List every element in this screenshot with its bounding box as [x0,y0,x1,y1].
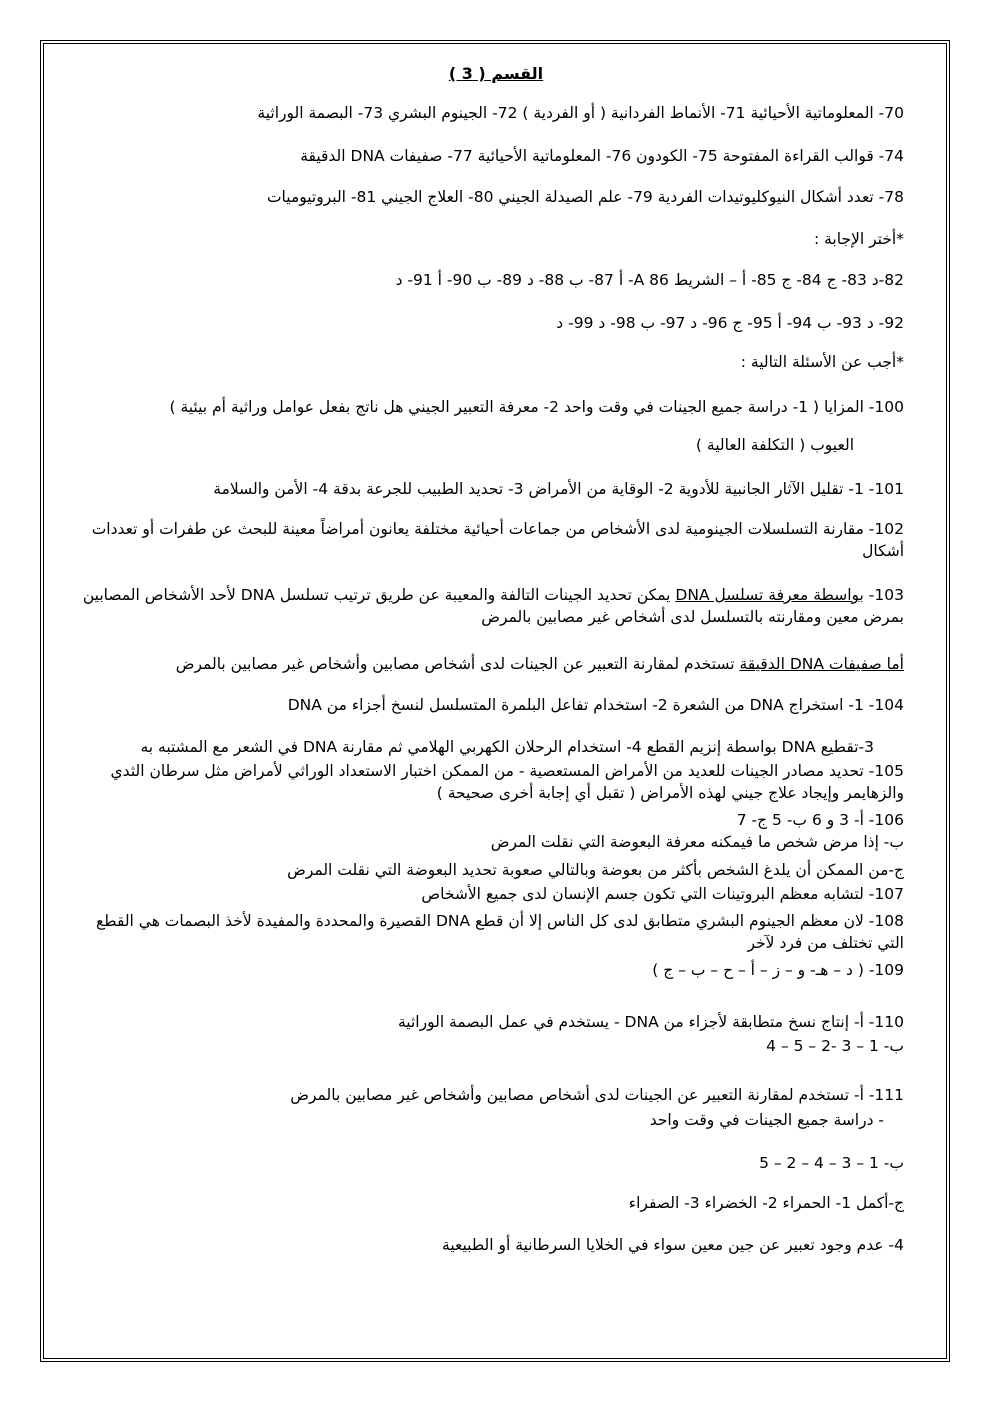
q110-answer: 110- أ- إنتاج نسخ متطابقة لأجزاء من DNA - يستخدم في عمل البصمة الوراثية [398,1013,904,1031]
q105-answer: 105- تحديد مصادر الجينات للعديد من الأمراض المستعصية - من الممكن اختبار الاستعداد الوراثي لأمراض مثل سرطان الثدي والزهايمر وإيجاد علاج جيني لهذه الأمراض ( تقبل أي إجابة أخرى صحيحة ) [110,762,904,802]
q100-disadvantages: العيوب ( التكلفة العالية ) [695,436,854,454]
q106-b: ب- إذا مرض شخص ما فيمكنه معرفة البعوضة التي نقلت المرض [490,833,904,851]
q103-answer [80,584,904,628]
q110-b: ب- 1 – 3 -2 – 5 – 4 [766,1037,904,1055]
q111-a2: - دراسة جميع الجينات في وقت واحد [649,1111,884,1129]
answers-82-91: 82-د 83- ج 84- ج 85- أ – الشريط A 86- أ 87- ب 88- د 89- ب 90- أ 91- د [395,271,904,289]
q111-b: ب- 1 – 3 – 4 – 2 – 5 [759,1154,904,1172]
q107-answer: 107- لتشابه معظم البروتينات التي تكون جسم الإنسان لدى جميع الأشخاص [421,885,904,903]
q103-text: يمكن تحديد الجينات التالفة والمعيبة عن طريق ترتيب تسلسل DNA لأحد الأشخاص المصابين بمرض معين ومقارنته بالتسلسل لدى أشخاص غير مصابين بالمرض [82,586,904,626]
q104-answer-cont: 3-تقطيع DNA بواسطة إنزيم القطع 4- استخدام الرحلان الكهربي الهلامي ثم مقارنة DNA في الشعر مع المشتبه به [140,738,874,756]
q111-d: 4- عدم وجود تعبير عن جين معين سواء في الخلايا السرطانية أو الطبيعية [442,1236,904,1254]
q108-answer: 108- لان معظم الجينوم البشري متطابق لدى كل الناس إلا أن قطع DNA القصيرة والمحددة والمفيدة لأخذ البصمات هي القطع التي تختلف من فرد لآخر [96,912,904,952]
q111-answer: 111- أ- تستخدم لمقارنة التعبير عن الجينات لدى أشخاص مصابين وأشخاص غير مصابين بالمرض [290,1086,904,1104]
q103-microarray-underlined: أما صفيفات DNA الدقيقة [739,655,904,673]
q101-answer: 101- 1- تقليل الآثار الجانبية للأدوية 2- الوقاية من الأمراض 3- تحديد الطبيب للجرعة بدقة 4- الأمن والسلامة [213,480,904,498]
q106-answer: 106- أ- 3 و 6 ب- 5 ج- 7 [736,811,904,829]
terms-74-77: 74- قوالب القراءة المفتوحة 75- الكودون 76- المعلوماتية الأحيائية 77- صفيفات DNA الدقيقة [300,147,904,165]
q103-microarray [176,654,904,674]
q100-advantages: 100- المزايا ( 1- دراسة جميع الجينات في وقت واحد 2- معرفة التعبير الجيني هل ناتج بفعل عوامل وراثية أم بيئية ) [169,398,904,416]
q103-microarray-text: تستخدم لمقارنة التعبير عن الجينات لدى أشخاص مصابين وأشخاص غير مصابين بالمرض [175,655,740,673]
q103-underlined: بواسطة معرفة تسلسل DNA [675,586,864,604]
terms-70-73: 70- المعلوماتية الأحيائية 71- الأنماط الفردانية ( أو الفردية ) 72- الجينوم البشري 73- البصمة الوراثية [257,104,904,122]
q111-c: ج-أكمل 1- الحمراء 2- الخضراء 3- الصفراء [628,1194,904,1212]
answers-92-99: 92- د 93- ب 94- أ 95- ج 96- د 97- ب 98- د 99- د [556,314,904,332]
q104-answer: 104- 1- استخراج DNA من الشعرة 2- استخدام تفاعل البلمرة المتسلسل لنسخ أجزاء من DNA [287,696,904,714]
section-title: القسم ( 3 ) [448,64,544,83]
answer-heading: *أجب عن الأسئلة التالية : [740,353,904,371]
q102-answer: 102- مقارنة التسلسلات الجينومية لدى الأشخاص من جماعات أحيائية مختلفة يعانون أمراضاً معينة للبحث عن طفرات أو تعددات أشكال [91,520,904,560]
terms-78-81: 78- تعدد أشكال النيوكليوتيدات الفردية 79- علم الصيدلة الجيني 80- العلاج الجيني 81- البروتيوميات [266,188,904,206]
q106-c: ج-من الممكن أن يلدغ الشخص بأكثر من بعوضة وبالتالي صعوبة تحديد البعوضة التي نقلت المرض [287,861,904,879]
q103-number: 103- [863,586,904,604]
q109-answer: 109- ( د – هـ- و – ز – أ – ح – ب – ج ) [652,961,904,979]
choose-heading: *أختر الإجابة : [813,230,904,248]
